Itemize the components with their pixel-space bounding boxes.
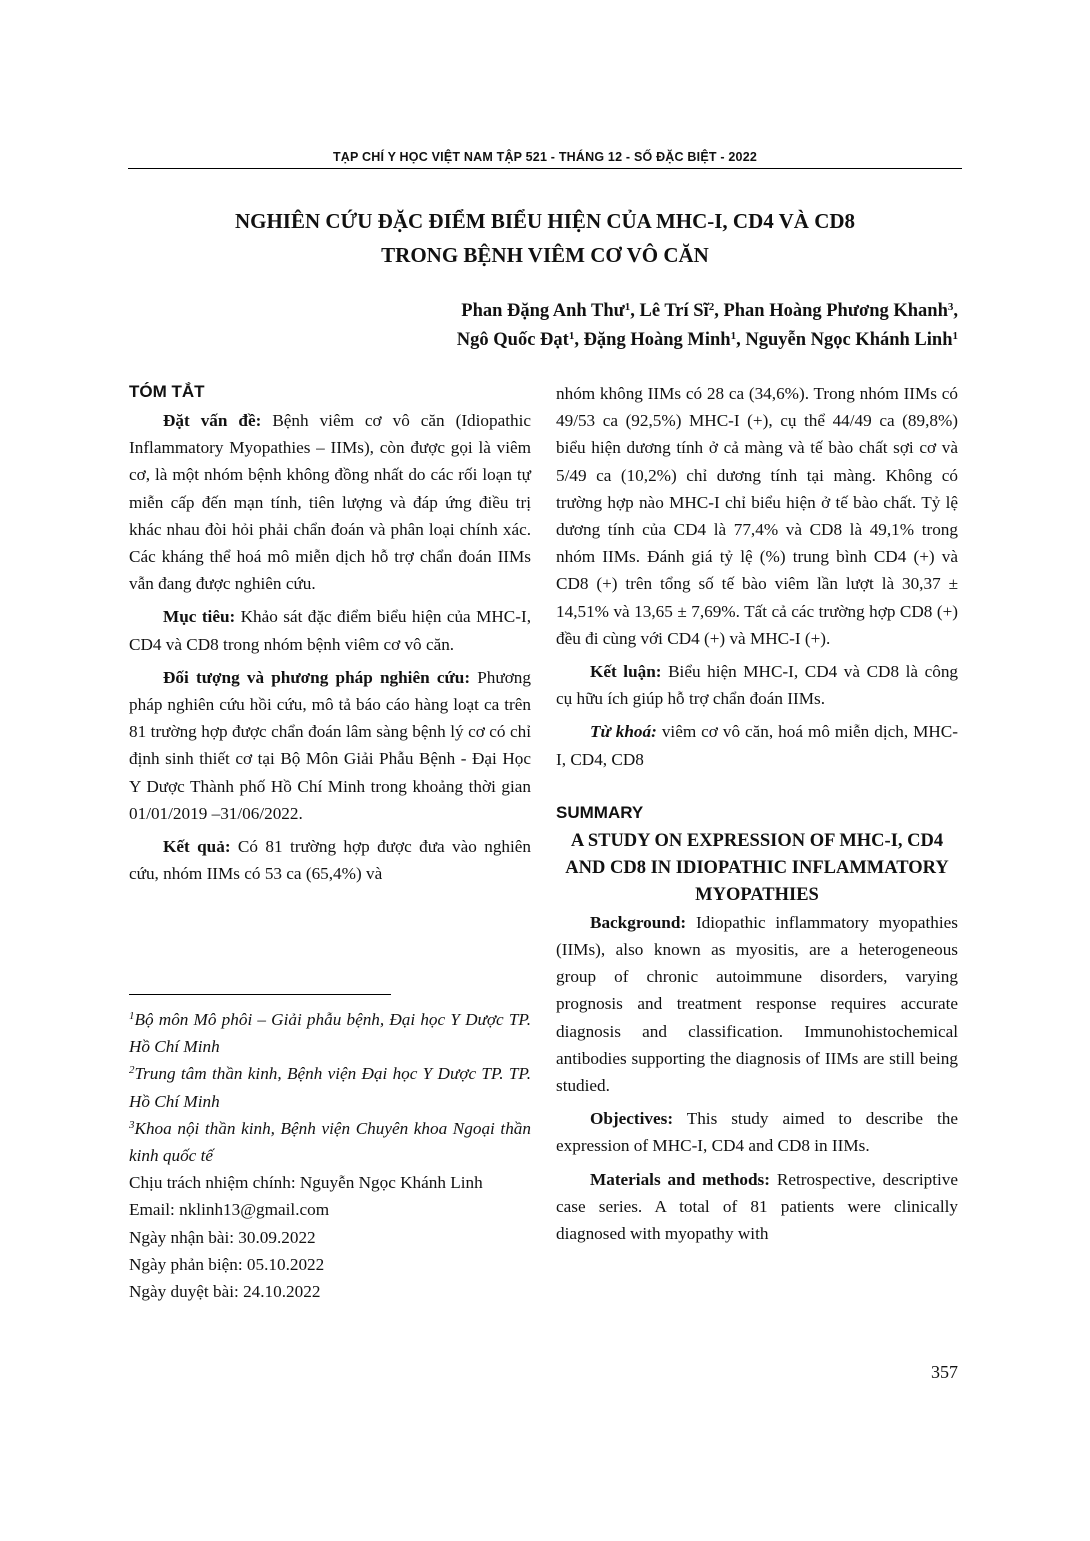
abstract-keywords: Từ khoá: viêm cơ vô căn, hoá mô miễn dịch, MHC-I, CD4, CD8: [556, 722, 958, 769]
abstract-conclusion: Kết luận: Biểu hiện MHC-I, CD4 và CD8 là công cụ hữu ích giúp hỗ trợ chẩn đoán IIMs.: [556, 662, 959, 709]
right-column: [556, 380, 958, 1247]
author-list: [198, 297, 958, 355]
abstract-heading: TÓM TẮT: [129, 382, 205, 401]
header-rule: [128, 168, 962, 169]
date-received: Ngày nhận bài: 30.09.2022: [129, 1227, 316, 1247]
left-column: [129, 378, 531, 887]
corresponding-author: Chịu trách nhiệm chính: Nguyễn Ngọc Khánh Linh: [129, 1173, 483, 1193]
author: Phan Đặng Anh Thư$^1$,: [461, 301, 640, 321]
affiliation-2: $^2$Trung tâm thần kinh, Bệnh viện Đại học Y Dược TP. TP. Hồ Chí Minh: [129, 1064, 531, 1111]
title-line-2: TRONG BỆNH VIÊM CƠ VÔ CĂN: [381, 243, 709, 267]
author: Ngô Quốc Đạt$^1$,: [456, 330, 584, 350]
email: Email: nklinh13@gmail.com: [129, 1200, 330, 1220]
summary-objectives: Objectives: This study aimed to describe the expression of MHC-I, CD4 and CD8 in IIMs.: [556, 1109, 958, 1156]
abstract-results: Kết quả: Có 81 trường hợp được đưa vào nghiên cứu, nhóm IIMs có 53 ca (65,4%) và: [129, 837, 532, 884]
abstract-objective: Mục tiêu: Khảo sát đặc điểm biểu hiện của MHC-I, CD4 và CD8 trong nhóm bệnh viêm cơ vô căn.: [129, 607, 531, 654]
date-accepted: Ngày duyệt bài: 24.10.2022: [129, 1282, 321, 1302]
summary-heading: SUMMARY: [556, 802, 644, 822]
affiliation-3: $^3$Khoa nội thần kinh, Bệnh viện Chuyên khoa Ngoại thần kinh quốc tế: [129, 1118, 531, 1166]
summary-title: A STUDY ON EXPRESSION OF MHC-I, CD4 AND CD8 IN IDIOPATHIC INFLAMMATORY MYOPATHIES: [565, 830, 949, 905]
author: Nguyễn Ngọc Khánh Linh$^1$: [745, 330, 958, 350]
summary-methods: Materials and methods: Retrospective, descriptive case series. A total of 81 patients were clinically diagnosed with myopathy with: [556, 1169, 958, 1244]
author: Phan Hoàng Phương Khanh$^3$,: [723, 301, 958, 321]
page-number: 357: [931, 1362, 958, 1382]
article-title: [128, 204, 962, 272]
summary-background: Background: Idiopathic inflammatory myopathies (IIMs), also known as myositis, are a heterogeneous group of chronic autoimmune disorders, varying prognosis and treatment response requires accurate diagnosis and classification. Immunohistochemical antibodies supporting the diagnosis of IIMs are still being studied.: [556, 912, 958, 1096]
author: Đặng Hoàng Minh$^1$,: [583, 330, 746, 350]
abstract-background: Đặt vấn đề: Bệnh viêm cơ vô căn (Idiopathic Inflammatory Myopathies – IIMs), còn được gọi là viêm cơ, là một nhóm bệnh không đồng nhất do các rối loạn tự miễn cấp đến mạn tính, tiên lượng và đáp ứng điều trị khác nhau đòi hỏi phải chẩn đoán và phân loại chính xác. Các kháng thể hoá mô miễn dịch hỗ trợ chẩn đoán IIMs vẫn đang được nghiên cứu.: [129, 411, 531, 594]
running-header: TẠP CHÍ Y HỌC VIỆT NAM TẬP 521 - THÁNG 12 - SỐ ĐẶC BIỆT - 2022: [332, 150, 758, 164]
footnote-rule: [129, 994, 391, 995]
title-line-1: NGHIÊN CỨU ĐẶC ĐIỂM BIỂU HIỆN CỦA MHC-I, CD4 VÀ CD8: [234, 209, 856, 233]
abstract-results-continued: nhóm không IIMs có 28 ca (34,6%). Trong nhóm IIMs có 49/53 ca (92,5%) MHC-I (+), cụ thể 44/49 ca (89,8%) biểu hiện dương tính ở cả màng và tế bào chất sợi cơ và 5/49 ca (10,2%) chỉ dương tính tại màng. Không có trường hợp nào MHC-I chỉ biểu hiện ở tế bào chất. Tỷ lệ dương tính của CD4 là 77,4% và CD8 là 49,1% trong nhóm IIMs. Đánh giá tỷ lệ (%) trung bình CD4 (+) và CD8 (+) trên tổng số tế bào viêm lần lượt là 30,37 ± 14,51% và 13,65 ± 7,69%. Tất cả các trường hợp CD8 (+) đều đi cùng với CD4 (+) và MHC-I (+).: [556, 384, 958, 648]
abstract-methods: Đối tượng và phương pháp nghiên cứu: Phương pháp nghiên cứu hồi cứu, mô tả báo cáo hàng loạt ca trên 81 trường hợp được chẩn đoán lâm sàng bệnh lý cơ có chỉ định sinh thiết cơ tại Bộ Môn Giải Phẫu Bệnh - Đại Học Y Dược Thành phố Hồ Chí Minh trong khoảng thời gian 01/01/2019 –31/06/2022.: [129, 667, 531, 823]
author: Lê Trí $Sĩ^2$,: [639, 301, 724, 321]
affiliation-1: $^1$Bộ môn Mô phôi – Giải phẫu bệnh, Đại học Y Dược TP. Hồ Chí Minh: [129, 1010, 531, 1057]
footnotes: [129, 1006, 531, 1305]
date-reviewed: Ngày phản biện: 05.10.2022: [129, 1254, 325, 1274]
